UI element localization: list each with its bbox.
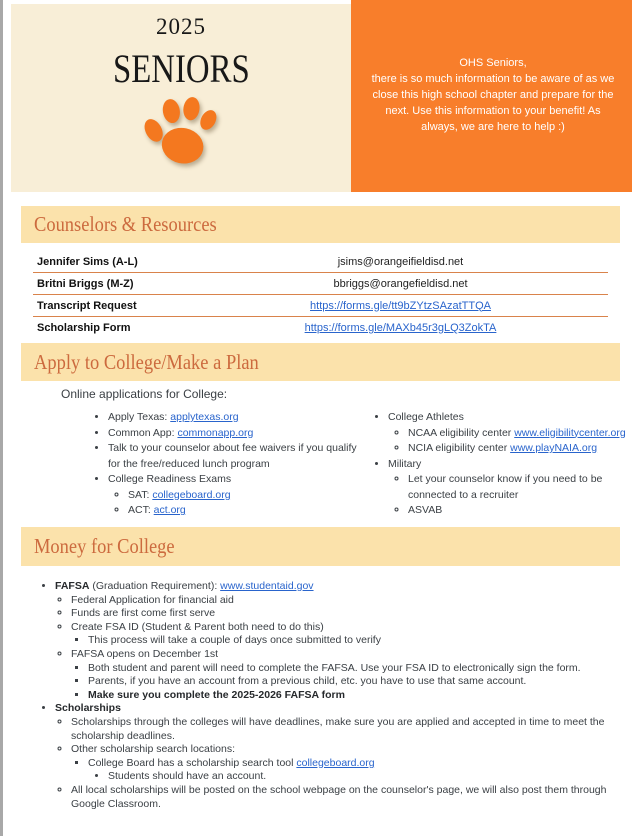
money-list — [31, 580, 617, 811]
list-item: ◦ NCIA eligibility center www.playNAIA.org — [408, 441, 629, 457]
scholarships-item: • Scholarships ◦ Scholarships through the colleges will have deadlines, make sure you are applied and accepted in time to meet the scholarship deadlines. ◦ Other scholarship search locations: ▪ College Board has a scholarship search tool collegeboard.org • Students should have an account. ◦ All local scholarships will be posted on the school webpage on the counselor's page, we will also post them through Google Classroom. — [55, 702, 617, 811]
list-item: ◦ Let your counselor know if you need to be connected to a recruiter — [408, 472, 629, 503]
tiger-paw-icon — [41, 95, 321, 174]
counselor-name: Jennifer Sims (A-L) — [37, 255, 138, 268]
list-item: ▪ Parents, if you have an account from a previous child, etc. you have to use that same account. — [88, 675, 617, 689]
year-heading: 2025 — [156, 14, 206, 39]
fafsa-item: • FAFSA (Graduation Requirement): www.studentaid.gov ◦ Federal Application for financial aid ◦ Funds are first come first serve ◦ Create FSA ID (Student & Parent both need to do this) ▪ This process will take a couple of days once submitted to verify ◦ FAFSA opens on December 1st ▪ Both student and parent will need to complete the FAFSA. Use your FSA ID to electronically sign the form. ▪ Parents, if you have an account from a previous child, etc. you have to use that same account. ▪ Make sure you complete the 2025-2026 FAFSA form — [55, 580, 617, 702]
list-item: • Common App: commonapp.org — [108, 426, 369, 442]
list-item: ◦ Create FSA ID (Student & Parent both need to do this) ▪ This process will take a couple of days once submitted to verify — [71, 621, 617, 648]
scholarship-form-link[interactable]: https://forms.gle/MAXb45r3gLQ3ZokTA — [304, 322, 497, 334]
intro-note-panel — [351, 0, 632, 192]
collegeboard-sat-link[interactable]: collegeboard.org — [152, 488, 231, 501]
list-item: • College Readiness Exams ◦ SAT: collegeboard.org ◦ ACT: act.org — [108, 472, 369, 519]
list-item: ◦ Federal Application for financial aid — [71, 594, 617, 608]
table-row — [33, 295, 608, 317]
transcript-request-link[interactable]: https://forms.gle/tt9bZYtzSAzatTTQA — [310, 299, 491, 312]
note-salutation: OHS Seniors, — [459, 57, 527, 70]
list-item-emphasis: ▪ Make sure you complete the 2025-2026 FAFSA form — [88, 689, 617, 703]
commonapp-link[interactable]: commonapp.org — [177, 426, 254, 439]
naia-eligibility-link[interactable]: www.playNAIA.org — [510, 442, 598, 454]
list-item: • Talk to your counselor about fee waivers if you qualify for the free/reduced lunch program — [108, 441, 369, 472]
list-item: ◦ FAFSA opens on December 1st ▪ Both student and parent will need to complete the FAFSA. Use your FSA ID to electronically sign the form. ▪ Parents, if you have an account from a previous child, etc. you have to use that same account. ▪ Make sure you complete the 2025-2026 FAFSA form — [71, 648, 617, 702]
list-item: • Military ◦ Let your counselor know if you need to be connected to a recruiter ◦ ASVAB — [388, 457, 629, 519]
section-header-apply: Apply to College/Make a Plan — [21, 343, 620, 381]
table-row — [33, 317, 608, 339]
list-item: • College Athletes ◦ NCAA eligibility center www.eligibilitycenter.org ◦ NCIA eligibility center www.playNAIA.org — [388, 410, 629, 457]
apply-list-right — [343, 410, 629, 519]
list-item: ◦ ACT: act.org — [128, 503, 369, 519]
act-link[interactable]: act.org — [153, 504, 186, 516]
list-item: ▪ This process will take a couple of days once submitted to verify — [88, 634, 617, 648]
note-body: there is so much information to be aware of as we close this high school chapter and prepare for the next. Use this information to your benefit! As always, we are here to help :) — [371, 73, 615, 133]
table-row — [33, 251, 608, 273]
list-item: ◦ SAT: collegeboard.org — [128, 488, 369, 504]
ncaa-eligibility-link[interactable]: www.eligibilitycenter.org — [514, 426, 626, 439]
list-item: • Apply Texas: applytexas.org — [108, 410, 369, 426]
resource-label: Scholarship Form — [37, 322, 131, 334]
counselor-email: bbriggs@orangefieldisd.net — [333, 277, 468, 290]
table-row — [33, 273, 608, 295]
list-item: ◦ Scholarships through the colleges will have deadlines, make sure you are applied and accepted in time to meet the scholarship deadlines. — [71, 716, 617, 743]
list-item: ◦ ASVAB — [408, 503, 629, 519]
hero-left-panel — [11, 4, 351, 192]
section-header-counselors: Counselors & Resources — [21, 206, 620, 243]
list-item: ▪ College Board has a scholarship search tool collegeboard.org • Students should have an account. — [88, 757, 617, 784]
list-item: ◦ Other scholarship search locations: ▪ College Board has a scholarship search tool collegeboard.org • Students should have an account. — [71, 743, 617, 784]
applytexas-link[interactable]: applytexas.org — [170, 411, 239, 423]
apply-intro-text: Online applications for College: — [61, 387, 228, 401]
list-item: ◦ NCAA eligibility center www.eligibilitycenter.org — [408, 426, 629, 442]
list-item: • Students should have an account. — [108, 770, 617, 784]
studentaid-link[interactable]: www.studentaid.gov — [220, 580, 314, 592]
section-header-money: Money for College — [21, 527, 620, 566]
apply-list-left — [63, 410, 369, 519]
counselor-name: Britni Briggs (M-Z) — [37, 277, 134, 290]
page-title: SENIORS — [112, 46, 250, 91]
counselor-email: jsims@orangeifieldisd.net — [337, 255, 464, 268]
resource-label: Transcript Request — [37, 299, 137, 312]
counselors-table — [33, 251, 608, 339]
list-item: ◦ All local scholarships will be posted on the school webpage on the counselor's page, we will also post them through Google Classroom. — [71, 784, 617, 811]
list-item: ◦ Funds are first come first serve — [71, 607, 617, 621]
list-item: ▪ Both student and parent will need to complete the FAFSA. Use your FSA ID to electronically sign the form. — [88, 662, 617, 676]
collegeboard-scholarship-link[interactable]: collegeboard.org — [296, 756, 375, 769]
